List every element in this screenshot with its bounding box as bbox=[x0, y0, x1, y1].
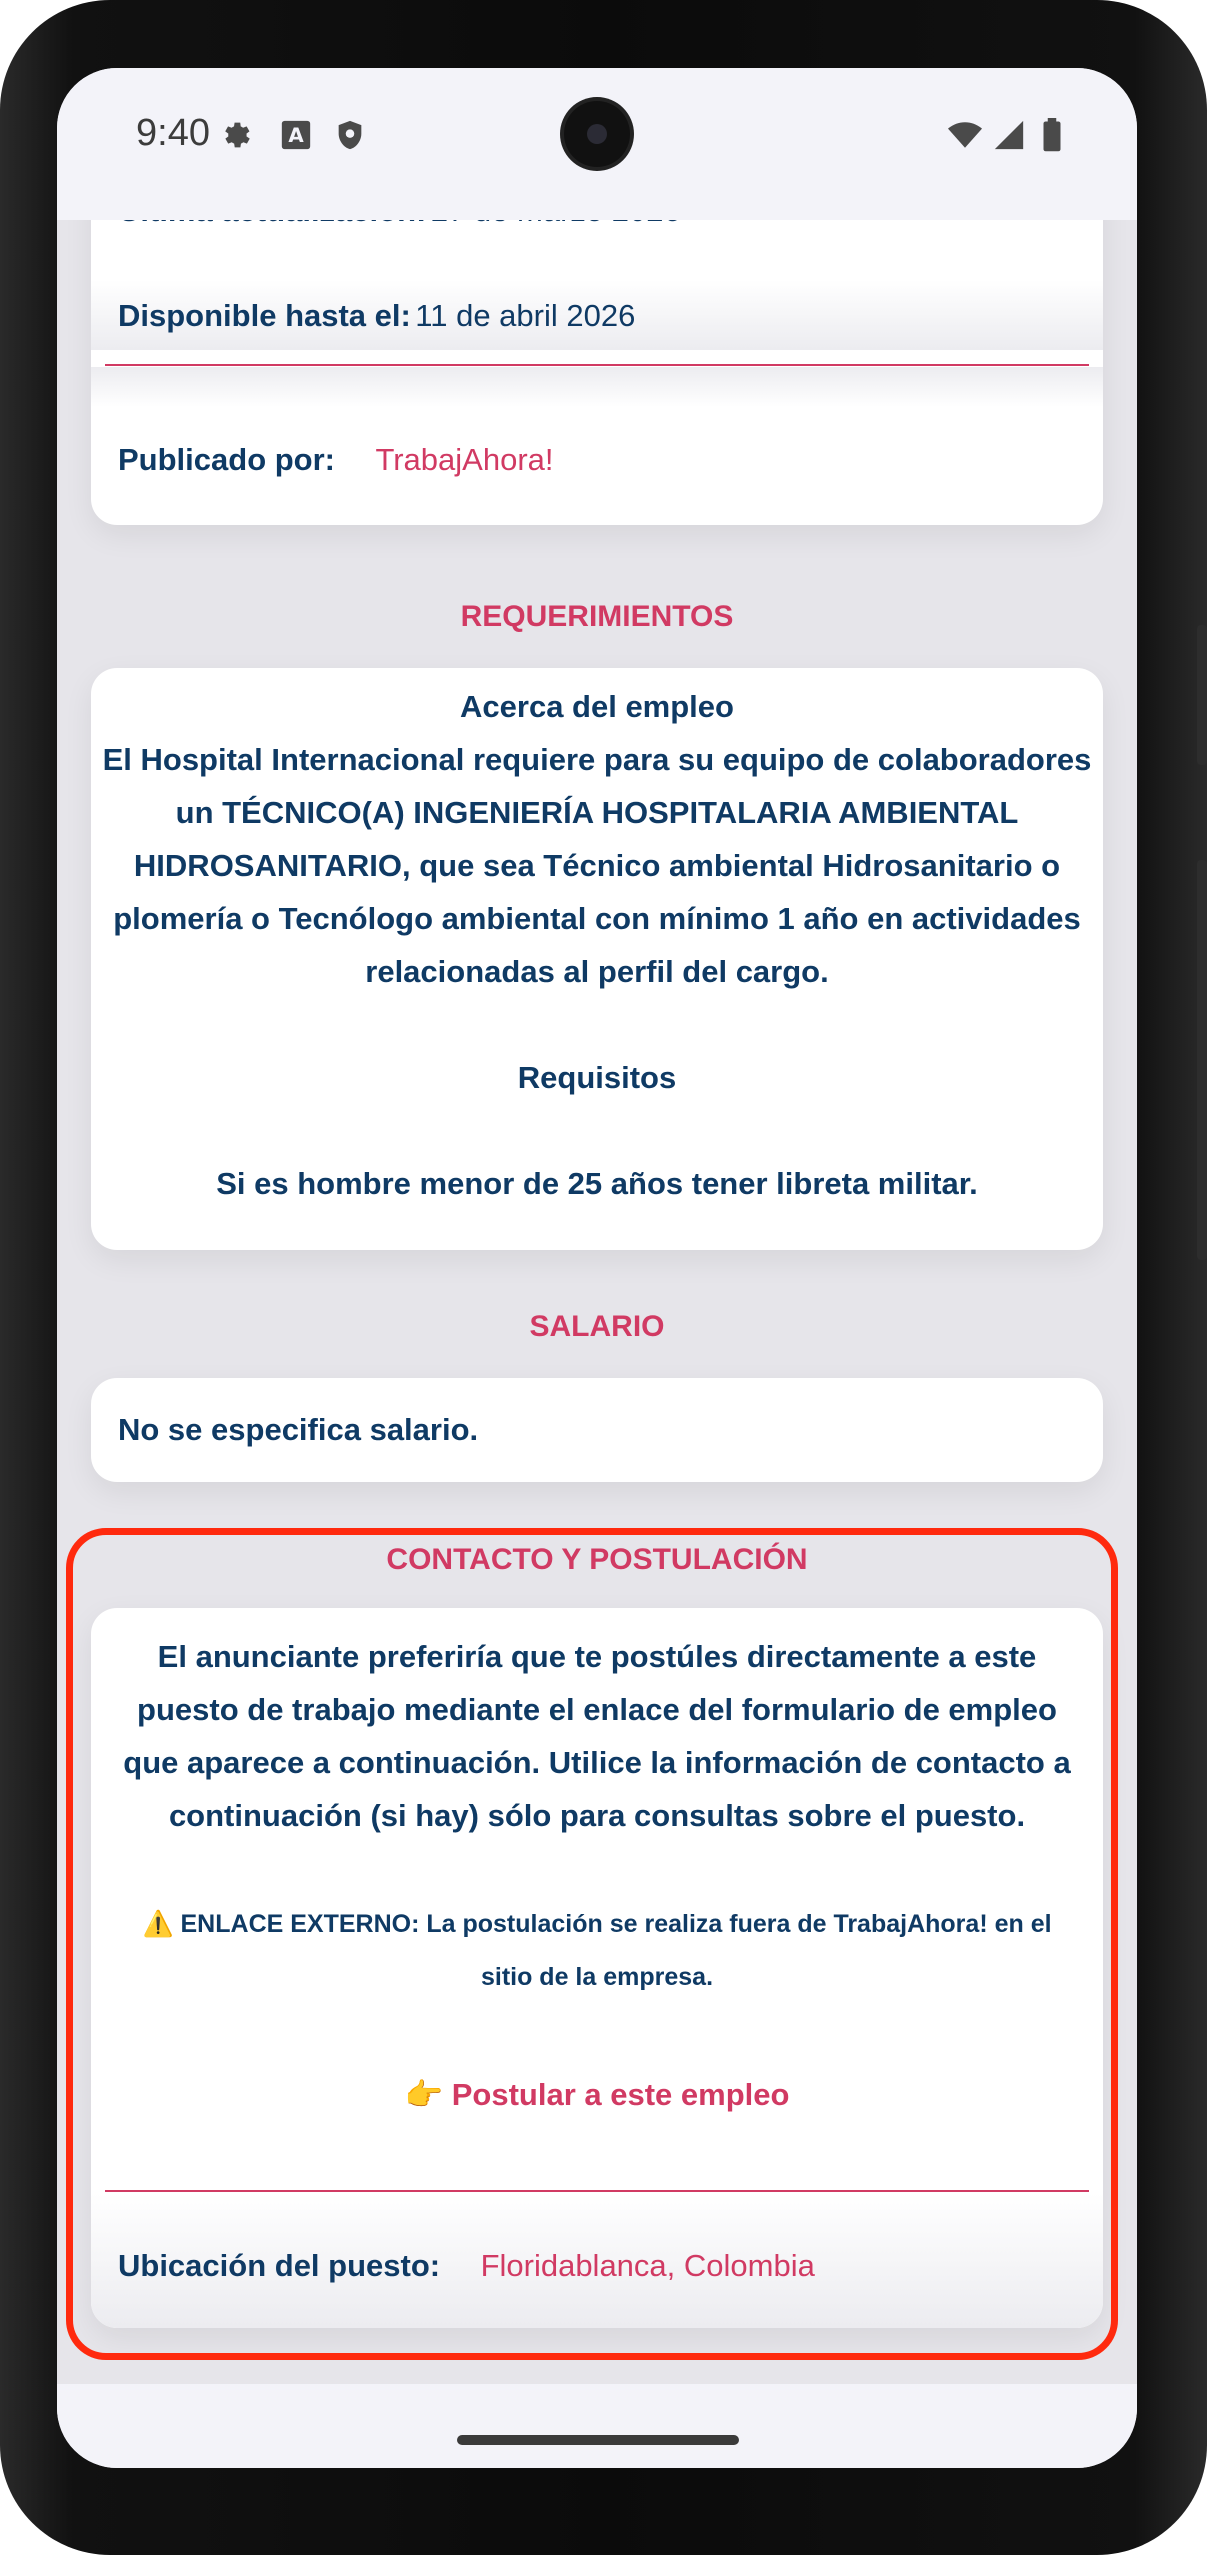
location-value[interactable]: Floridablanca, Colombia bbox=[480, 2248, 815, 2283]
about-heading: Acerca del empleo bbox=[460, 689, 734, 724]
available-until-value: 11 de abril 2026 bbox=[415, 298, 636, 333]
home-gesture-handle[interactable] bbox=[457, 2435, 739, 2445]
requirements-line: relacionadas al perfil del cargo. bbox=[365, 954, 829, 989]
salary-card bbox=[91, 1378, 1103, 1482]
status-time: 9:40 bbox=[136, 112, 210, 154]
requirements-title: REQUERIMIENTOS bbox=[460, 600, 734, 633]
status-bar bbox=[57, 68, 1137, 220]
contact-body bbox=[91, 1630, 1103, 1842]
location-label: Ubicación del puesto: bbox=[118, 2248, 441, 2283]
available-until-row bbox=[118, 298, 635, 334]
salary-title: SALARIO bbox=[529, 1310, 665, 1343]
salary-text: No se especifica salario. bbox=[118, 1412, 479, 1447]
font-a-icon bbox=[279, 118, 313, 152]
contact-line: El anunciante preferiría que te postúles directamente a este bbox=[157, 1639, 1037, 1674]
gear-icon bbox=[219, 118, 253, 152]
location-row bbox=[118, 2248, 815, 2284]
svg-text:A: A bbox=[288, 124, 304, 148]
apply-link[interactable]: 👉 Postular a este empleo bbox=[404, 2077, 790, 2112]
contact-card bbox=[91, 1608, 1103, 2328]
divider bbox=[105, 364, 1089, 366]
volume-button bbox=[1197, 860, 1207, 1260]
requirements-line: HIDROSANITARIO, que sea Técnico ambiental Hidrosanitario o bbox=[133, 848, 1061, 883]
job-details-card bbox=[91, 180, 1103, 525]
published-by-label: Publicado por: bbox=[118, 442, 335, 477]
contact-title: CONTACTO Y POSTULACIÓN bbox=[386, 1543, 808, 1576]
spacer bbox=[91, 998, 1103, 1051]
requirements-line: plomería o Tecnólogo ambiental con mínimo 1 año en actividades bbox=[113, 901, 1081, 936]
published-by-row bbox=[118, 442, 554, 478]
warning-line: sitio de la empresa. bbox=[480, 1963, 714, 1991]
job-detail-content[interactable] bbox=[57, 220, 1137, 2452]
requirements-line: El Hospital Internacional requiere para su equipo de colaboradores bbox=[102, 742, 1092, 777]
spacer bbox=[91, 1104, 1103, 1157]
requirements-body bbox=[91, 680, 1103, 1210]
screen bbox=[57, 68, 1137, 2468]
signal-icon bbox=[992, 118, 1026, 152]
wifi-icon bbox=[945, 118, 985, 152]
contact-line: que aparece a continuación. Utilice la información de contacto a bbox=[123, 1745, 1071, 1780]
publisher-link[interactable]: TrabajAhora! bbox=[375, 442, 554, 477]
contact-line: puesto de trabajo mediante el enlace del formulario de empleo bbox=[137, 1692, 1057, 1727]
warning-line: ⚠️ ENLACE EXTERNO: La postulación se realiza fuera de TrabajAhora! en el bbox=[142, 1910, 1052, 1938]
divider bbox=[105, 2190, 1089, 2192]
external-link-warning bbox=[91, 1898, 1103, 2004]
shield-icon bbox=[333, 118, 367, 152]
requisitos-heading: Requisitos bbox=[517, 1060, 677, 1095]
battery-icon bbox=[1039, 118, 1065, 152]
requisito-line: Si es hombre menor de 25 años tener libreta militar. bbox=[216, 1166, 978, 1201]
requirements-card bbox=[91, 668, 1103, 1250]
available-until-label: Disponible hasta el: bbox=[118, 298, 411, 333]
front-camera bbox=[564, 101, 630, 167]
power-button bbox=[1197, 625, 1207, 765]
requirements-line: un TÉCNICO(A) INGENIERÍA HOSPITALARIA AMBIENTAL bbox=[175, 795, 1019, 830]
card-shade bbox=[91, 367, 1103, 407]
contact-line: continuación (si hay) sólo para consultas sobre el puesto. bbox=[168, 1798, 1026, 1833]
navigation-bar bbox=[57, 2384, 1137, 2468]
